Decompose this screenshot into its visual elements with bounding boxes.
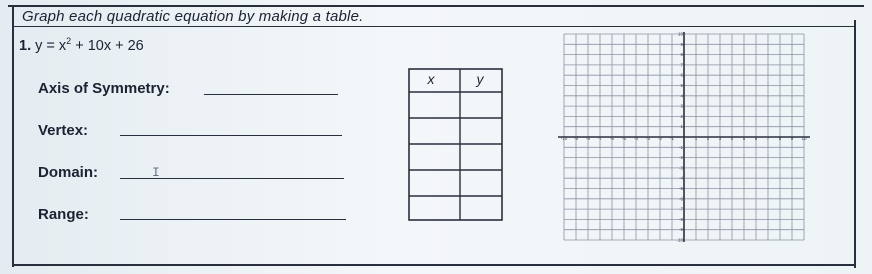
domain-label: Domain: bbox=[38, 164, 98, 181]
y-tick-label: 4 bbox=[680, 93, 683, 99]
left-border bbox=[12, 5, 14, 267]
y-tick-label: -8 bbox=[678, 216, 683, 222]
table-cell-y[interactable] bbox=[463, 121, 501, 141]
y-tick-label: 3 bbox=[680, 103, 683, 109]
coordinate-grid[interactable] bbox=[554, 30, 822, 244]
y-tick-label: 2 bbox=[680, 113, 683, 119]
x-tick-label: 9 bbox=[790, 136, 794, 141]
x-tick-label: 4 bbox=[730, 136, 734, 141]
x-tick-label: -2 bbox=[657, 136, 663, 141]
right-border bbox=[854, 20, 856, 268]
y-tick-label: -9 bbox=[678, 227, 683, 233]
x-tick-label: 10 bbox=[801, 136, 807, 141]
table-cell-y[interactable] bbox=[463, 199, 501, 219]
y-tick-label: -4 bbox=[678, 175, 683, 181]
y-tick-label: 9 bbox=[680, 41, 683, 47]
table-cell-x[interactable] bbox=[412, 121, 457, 141]
range-label: Range: bbox=[38, 206, 89, 223]
y-tick-label: -10 bbox=[676, 237, 683, 243]
x-tick-label: 7 bbox=[766, 136, 770, 141]
y-tick-label: 5 bbox=[680, 83, 683, 88]
x-tick-label: -6 bbox=[609, 136, 615, 141]
x-tick-label: -5 bbox=[621, 136, 627, 141]
x-tick-label: 2 bbox=[706, 136, 710, 141]
y-tick-label: 6 bbox=[680, 72, 683, 78]
axis-of-symmetry-answer-line[interactable] bbox=[204, 94, 338, 95]
y-tick-label: -5 bbox=[678, 186, 683, 191]
y-tick-label: -2 bbox=[678, 155, 683, 161]
axis-of-symmetry-label: Axis of Symmetry: bbox=[38, 80, 170, 97]
table-header-x: x bbox=[427, 71, 435, 87]
y-tick-label: -1 bbox=[678, 144, 683, 150]
table-cell-y[interactable] bbox=[463, 95, 501, 115]
table-cell-y[interactable] bbox=[463, 173, 501, 193]
instructions-text: Graph each quadratic equation by making a table. bbox=[22, 8, 364, 25]
header-divider bbox=[12, 26, 856, 27]
range-answer-line[interactable] bbox=[120, 219, 346, 220]
vertex-label: Vertex: bbox=[38, 122, 89, 139]
x-tick-label: 1 bbox=[694, 136, 698, 141]
problem-1 bbox=[19, 36, 144, 54]
y-tick-label: 7 bbox=[680, 62, 683, 68]
y-tick-label: -3 bbox=[678, 165, 683, 171]
bottom-divider bbox=[12, 264, 856, 266]
table-cell-y[interactable] bbox=[463, 147, 501, 167]
table-cell-x[interactable] bbox=[412, 173, 457, 193]
y-tick-label: -6 bbox=[678, 196, 683, 202]
x-tick-label: -3 bbox=[645, 136, 651, 141]
table-cell-x[interactable] bbox=[412, 95, 457, 115]
x-tick-label: 3 bbox=[718, 136, 722, 141]
x-tick-label: -10 bbox=[560, 136, 568, 141]
xy-table bbox=[408, 68, 504, 224]
x-tick-label: -7 bbox=[597, 136, 603, 141]
problem-equation: $y = x^2 + 10x + 26$ bbox=[35, 36, 144, 54]
y-tick-label: 8 bbox=[680, 52, 683, 58]
table-cell-x[interactable] bbox=[412, 199, 457, 219]
x-tick-label: -8 bbox=[585, 136, 591, 141]
worksheet bbox=[8, 0, 864, 268]
x-tick-label: 5 bbox=[742, 136, 746, 141]
x-tick-label: -4 bbox=[633, 136, 639, 141]
x-tick-label: 8 bbox=[778, 136, 782, 141]
x-tick-label: -9 bbox=[573, 136, 579, 141]
y-tick-label: -7 bbox=[678, 206, 683, 212]
x-tick-label: 6 bbox=[754, 136, 758, 141]
table-cell-x[interactable] bbox=[412, 147, 457, 167]
y-tick-label: 10 bbox=[677, 31, 683, 37]
top-border bbox=[8, 5, 864, 7]
text-cursor-icon: I bbox=[152, 165, 160, 180]
x-tick-label: -1 bbox=[669, 136, 675, 141]
table-header-y: y bbox=[476, 71, 484, 87]
vertex-answer-line[interactable] bbox=[120, 135, 342, 136]
problem-number: 1. bbox=[19, 37, 32, 54]
y-tick-label: 1 bbox=[680, 124, 683, 130]
